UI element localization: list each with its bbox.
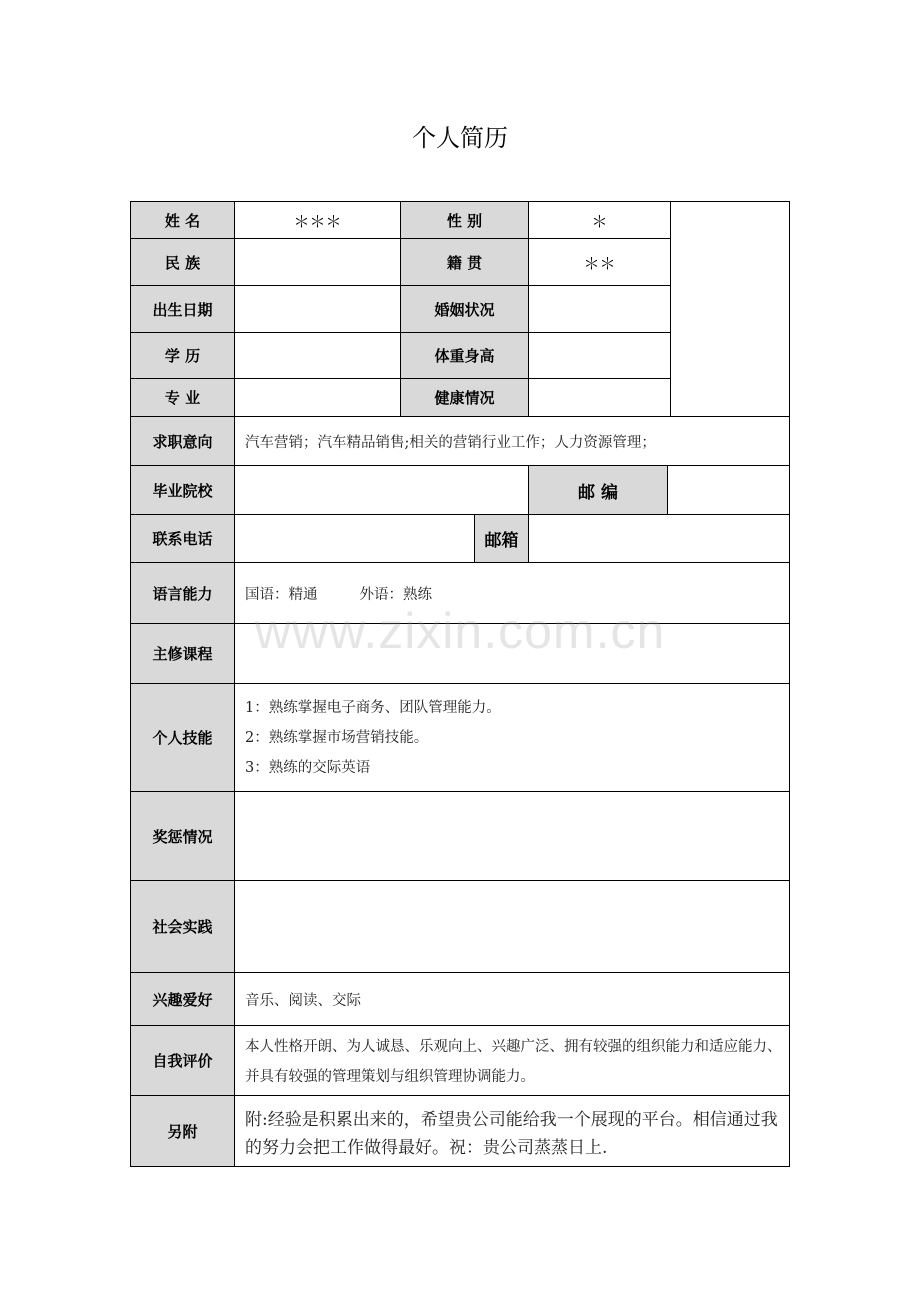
weight-height-value	[528, 332, 671, 379]
hobbies-label: 兴趣爱好	[130, 972, 235, 1026]
watermark: www.zixin.com.cn	[254, 603, 666, 659]
ethnicity-label: 民 族	[130, 238, 235, 286]
marital-status-value	[528, 285, 671, 333]
birth-date-label: 出生日期	[130, 285, 235, 333]
health-value	[528, 378, 671, 417]
email-label: 邮箱	[474, 514, 529, 563]
native-place-value: ＊＊	[528, 238, 671, 286]
language-label: 语言能力	[130, 562, 235, 624]
courses-value	[234, 623, 790, 684]
self-evaluation-value: 本人性格开朗、为人诚恳、乐观向上、兴趣广泛、拥有较强的组织能力和适应能力、并具有较强的管理策划与组织管理协调能力。	[234, 1025, 790, 1096]
self-evaluation-label: 自我评价	[130, 1025, 235, 1096]
social-practice-label: 社会实践	[130, 880, 235, 973]
gender-label: 性 别	[400, 201, 529, 239]
resume-title: 个人简历	[412, 124, 508, 152]
extra-label: 另附	[130, 1095, 235, 1167]
extra-value: 附:经验是积累出来的，希望贵公司能给我一个展现的平台。相信通过我的努力会把工作做得最好。祝：贵公司蒸蒸日上.	[234, 1095, 790, 1167]
education-label: 学 历	[130, 332, 235, 379]
social-practice-value	[234, 880, 790, 973]
hobbies-value: 音乐、阅读、交际	[234, 972, 790, 1026]
courses-label: 主修课程	[130, 623, 235, 684]
marital-status-label: 婚姻状况	[400, 285, 529, 333]
awards-value	[234, 791, 790, 881]
skill-item: 1：熟练掌握电子商务、团队管理能力。	[245, 699, 501, 716]
photo-area	[670, 201, 790, 417]
school-label: 毕业院校	[130, 465, 235, 515]
job-objective-label: 求职意向	[130, 416, 235, 466]
weight-height-label: 体重身高	[400, 332, 529, 379]
phone-value	[234, 514, 475, 563]
phone-label: 联系电话	[130, 514, 235, 563]
language-mandarin: 国语：精通	[245, 586, 318, 603]
birth-date-value	[234, 285, 401, 333]
major-label: 专 业	[130, 378, 235, 417]
skills-label: 个人技能	[130, 683, 235, 792]
awards-label: 奖惩情况	[130, 791, 235, 881]
skills-list	[234, 683, 790, 792]
skill-item: 2：熟练掌握市场营销技能。	[245, 729, 429, 746]
gender-value: ＊	[528, 201, 671, 239]
health-label: 健康情况	[400, 378, 529, 417]
job-objective-value: 汽车营销；汽车精品销售;相关的营销行业工作；人力资源管理；	[234, 416, 790, 466]
postcode-value	[667, 465, 790, 515]
education-value	[234, 332, 401, 379]
ethnicity-value	[234, 238, 401, 286]
name-label: 姓 名	[130, 201, 235, 239]
language-foreign: 外语：熟练	[359, 586, 432, 603]
school-value	[234, 465, 529, 515]
email-value	[528, 514, 790, 563]
native-place-label: 籍 贯	[400, 238, 529, 286]
postcode-label: 邮 编	[528, 465, 668, 515]
language-value	[234, 562, 790, 624]
major-value	[234, 378, 401, 417]
skill-item: 3：熟练的交际英语	[245, 759, 371, 776]
name-value: ＊＊＊	[234, 201, 401, 239]
